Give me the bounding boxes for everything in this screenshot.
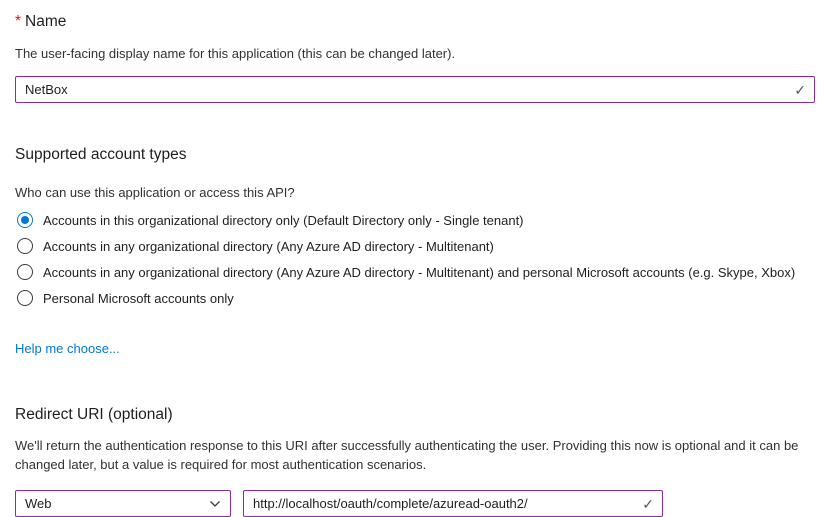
chevron-down-icon bbox=[209, 498, 221, 510]
radio-option-label: Accounts in any organizational directory (Any Azure AD directory - Multitenant) bbox=[43, 238, 494, 254]
radio-selected-icon[interactable] bbox=[17, 212, 33, 228]
required-asterisk: * bbox=[15, 13, 22, 30]
name-description: The user-facing display name for this application (this can be changed later). bbox=[15, 46, 456, 61]
radio-option-personal-only[interactable] bbox=[15, 289, 815, 307]
redirect-uri-title: Redirect URI (optional) bbox=[15, 406, 173, 423]
radio-option-multitenant[interactable] bbox=[15, 237, 815, 255]
account-types-radio-group bbox=[15, 211, 815, 307]
radio-option-label: Accounts in this organizational directory only (Default Directory only - Single tenant) bbox=[43, 212, 524, 228]
redirect-uri-section bbox=[15, 405, 815, 517]
name-label: Name bbox=[25, 13, 67, 30]
radio-unselected-icon[interactable] bbox=[17, 264, 33, 280]
radio-option-label: Accounts in any organizational directory (Any Azure AD directory - Multitenant) and personal Microsoft accounts (e.g. Skype, Xbox) bbox=[43, 264, 796, 280]
redirect-uri-input[interactable] bbox=[243, 490, 663, 517]
valid-checkmark-icon: ✓ bbox=[642, 495, 654, 512]
account-types-question: Who can use this application or access this API? bbox=[15, 185, 295, 200]
redirect-uri-field-wrap bbox=[243, 490, 663, 517]
name-field-wrap bbox=[15, 76, 815, 103]
radio-unselected-icon[interactable] bbox=[17, 238, 33, 254]
name-section-title bbox=[15, 12, 815, 32]
supported-account-types-section bbox=[15, 145, 815, 358]
help-me-choose-link[interactable]: Help me choose... bbox=[15, 341, 120, 356]
platform-type-value: Web bbox=[25, 496, 52, 511]
name-input[interactable] bbox=[15, 76, 815, 103]
redirect-uri-description: We'll return the authentication response to this URI after successfully authenticating the user. Providing this now is optional and it can be changed later, but a value is required for most authentication scenarios. bbox=[15, 438, 799, 472]
radio-option-single-tenant[interactable] bbox=[15, 211, 815, 229]
platform-type-select[interactable] bbox=[15, 490, 231, 517]
radio-option-multitenant-personal[interactable] bbox=[15, 263, 815, 281]
redirect-uri-controls bbox=[15, 490, 815, 517]
valid-checkmark-icon: ✓ bbox=[794, 81, 806, 98]
radio-unselected-icon[interactable] bbox=[17, 290, 33, 306]
radio-option-label: Personal Microsoft accounts only bbox=[43, 290, 234, 306]
account-types-title: Supported account types bbox=[15, 146, 187, 163]
